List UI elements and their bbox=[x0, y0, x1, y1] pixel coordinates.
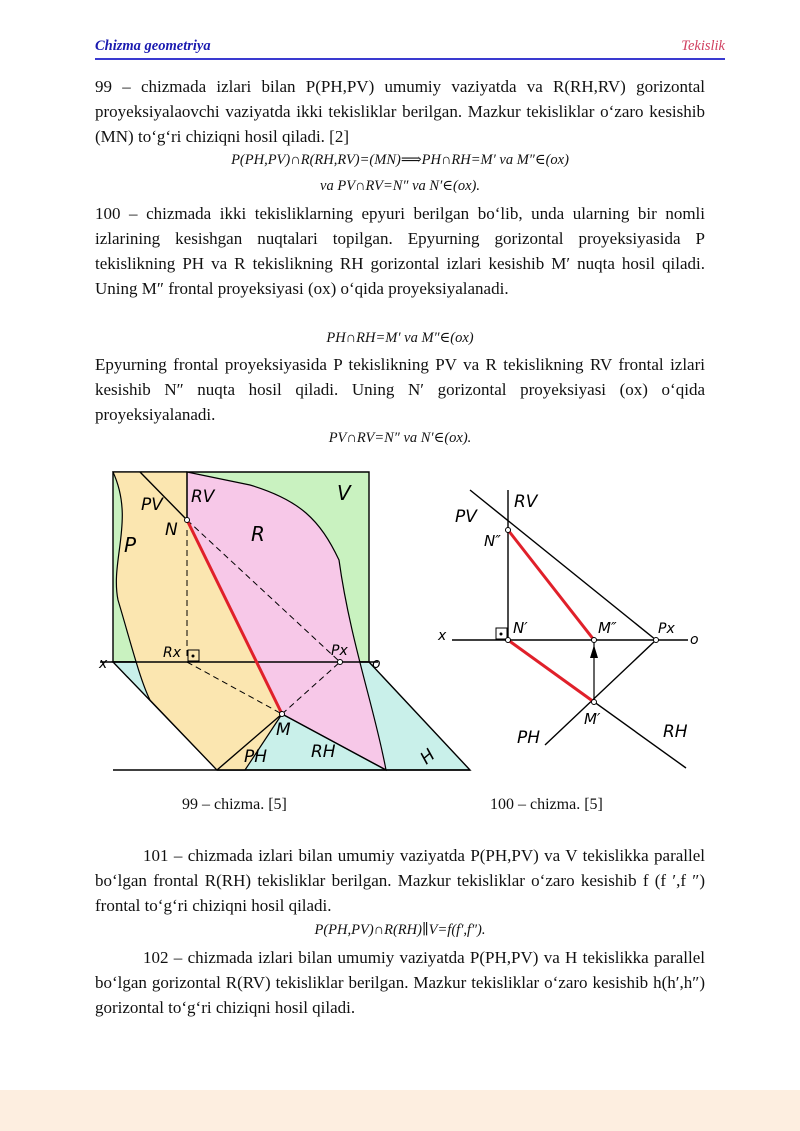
formula-100-a: PH∩RH=M′ va M″∈(ox) bbox=[326, 330, 474, 346]
label-h-99: H bbox=[416, 745, 440, 769]
label-rh-100: RH bbox=[663, 722, 688, 742]
red-n1-m1 bbox=[508, 640, 594, 702]
formula-99-line1: P(PH,PV)∩R(RH,RV)=(MN)⟹PH∩RH=M′ va M″∈(ox) bbox=[231, 152, 569, 168]
point-n2 bbox=[506, 528, 511, 533]
label-x-99: x bbox=[99, 656, 108, 672]
paragraph-99: 99 – chizmada izlari bilan P(PH,PV) umumiy vaziyatda va R(RH,RV) gorizontal proyeksiyalaovchi vaziyatda ikki tekisliklar berilgan. Mazkur tekisliklar o‘zaro kesishib (MN) to‘g‘ri chiziqni hosil qiladi. [2] bbox=[95, 77, 705, 146]
formula-100-b: PV∩RV=N″ va N′∈(ox). bbox=[328, 430, 472, 446]
label-rx-99: Rx bbox=[163, 645, 182, 661]
right-angle-dot-100 bbox=[500, 633, 503, 636]
paragraph-101: 101 – chizmada izlari bilan umumiy vaziyatda P(PH,PV) va V tekislikka parallel bo‘lgan frontal R(RH) tekisliklar berilgan. Mazkur tekisliklar o‘zaro kesishib f (f ′,f ″) frontal to‘g‘ri chiziqni hosil qiladi. bbox=[95, 846, 705, 915]
label-v-99: V bbox=[337, 481, 351, 505]
label-rh-99: RH bbox=[311, 742, 336, 762]
point-m2 bbox=[592, 638, 597, 643]
label-o-99: o bbox=[372, 656, 381, 672]
label-pv-100: PV bbox=[455, 507, 477, 527]
label-m2-100: M″ bbox=[598, 619, 617, 637]
label-ph-99: PH bbox=[244, 747, 268, 767]
label-n2-100: N″ bbox=[484, 532, 501, 550]
formula-99-line2: va PV∩RV=N″ va N′∈(ox). bbox=[320, 178, 480, 194]
paragraph-100: 100 – chizmada ikki tekisliklarning epyuri berilgan bo‘lib, unda ularning bir nomli izlarining kesishgan nuqtalari topilgan. Epyurning gorizontal proyeksiyasida P tekislikning PH va R tekislikning RH gorizontal izlari kesishib M′ nuqta hosil qiladi. Uning M″ frontal proyeksiyasi (ox) o‘qida proyeksiyalanadi. bbox=[95, 204, 705, 298]
line-ph-100 bbox=[545, 640, 656, 745]
label-m-99: M bbox=[276, 720, 291, 740]
paragraph-102: 102 – chizmada izlari bilan umumiy vaziyatda P(PH,PV) va H tekislikka parallel bo‘lgan gorizontal R(RV) tekisliklar berilgan. Mazkur tekisliklar o‘zaro kesishib h(h′,h″) gorizontal to‘g‘ri chiziqni hosil qiladi. bbox=[95, 948, 705, 1017]
label-pv-99: PV bbox=[141, 495, 163, 515]
label-ph-100: PH bbox=[517, 728, 541, 748]
label-n1-100: N′ bbox=[513, 619, 528, 637]
point-n1 bbox=[506, 638, 511, 643]
arrow-m-100 bbox=[590, 645, 598, 658]
formula-101: P(PH,PV)∩R(RH)∥V=f(f′,f″). bbox=[314, 922, 486, 938]
line-pv-100 bbox=[470, 490, 656, 640]
label-px-99: Px bbox=[331, 643, 348, 659]
header-book-title: Chizma geometriya bbox=[95, 38, 211, 54]
label-p-99: P bbox=[124, 533, 137, 557]
label-x-100: x bbox=[438, 628, 447, 644]
header-section-title: Tekislik bbox=[681, 38, 725, 54]
label-m1-100: M′ bbox=[584, 710, 601, 728]
caption-100: 100 – chizma. [5] bbox=[490, 796, 603, 813]
point-m1 bbox=[592, 700, 597, 705]
label-o-100: o bbox=[690, 632, 699, 648]
label-r-99: R bbox=[251, 522, 265, 546]
caption-99: 99 – chizma. [5] bbox=[182, 796, 287, 813]
paragraph-100b: Epyurning frontal proyeksiyasida P tekislikning PV va R tekislikning RV frontal izlari kesishib N″ nuqta hosil qiladi. Uning N′ gorizontal proyeksiyasi (ox) o‘qida proyeksiyalanadi. bbox=[95, 355, 705, 424]
label-px-100: Px bbox=[658, 621, 675, 637]
label-rv-100: RV bbox=[514, 492, 538, 512]
label-n-99: N bbox=[165, 520, 178, 540]
label-rv-99: RV bbox=[191, 487, 215, 507]
point-px-100 bbox=[654, 638, 659, 643]
